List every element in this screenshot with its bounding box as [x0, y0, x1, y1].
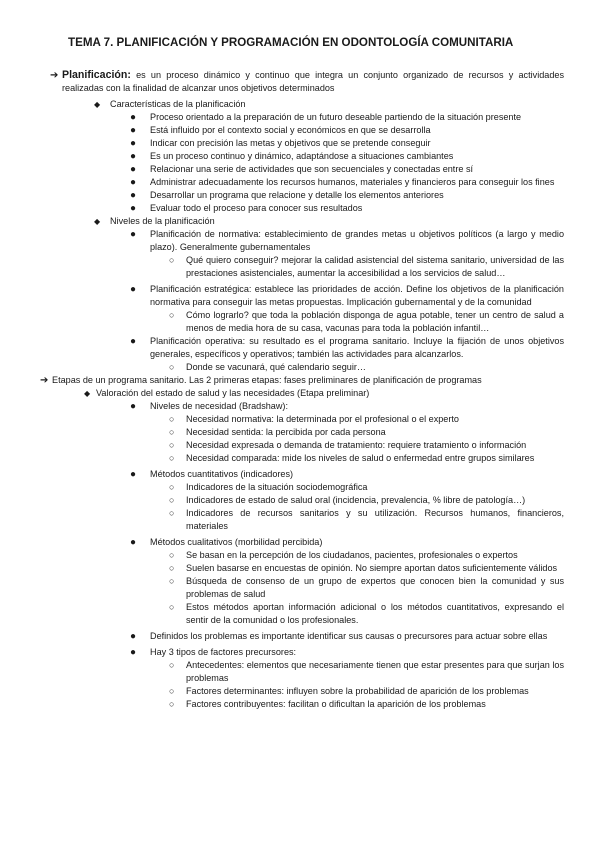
- circle-bullet-icon: ○: [169, 699, 175, 709]
- list-item: ● Definidos los problemas es importante identificar sus causas o precursores para actuar sobre ellas: [130, 631, 548, 642]
- outline: [40, 69, 564, 711]
- bullet-icon: ●: [130, 164, 137, 175]
- list-item: ○ Se basan en la percepción de los ciudadanos, pacientes, profesionales o expertos: [169, 550, 518, 560]
- circle-bullet-icon: ○: [169, 576, 175, 586]
- bullet-icon: ●: [130, 469, 137, 480]
- document-title: TEMA 7. PLANIFICACIÓN Y PROGRAMACIÓN EN ODONTOLOGÍA COMUNITARIA: [68, 36, 514, 49]
- list-item: ○ Necesidad sentida: la percibida por cada persona: [169, 427, 386, 437]
- list-item: ● Evaluar todo el proceso para conocer sus resultados: [130, 203, 363, 214]
- circle-bullet-icon: ○: [169, 362, 175, 372]
- circle-bullet-icon: ○: [169, 414, 175, 424]
- list-item: ● Métodos cuantitativos (indicadores): [130, 469, 294, 480]
- list-item: ○ Antecedentes: elementos que necesariamente tienen que estar presentes para que surjan los problemas: [169, 660, 564, 683]
- circle-bullet-icon: ○: [169, 686, 175, 696]
- diamond-bullet-icon: ◆: [84, 389, 91, 398]
- list-item: ● Planificación de normativa: establecimiento de grandes metas u objetivos políticos (a largo y medio plazo). Generalmente gubernamentales: [130, 229, 564, 252]
- list-item: ○ Indicadores de recursos sanitarios y su utilización. Recursos humanos, financieros, materiales: [169, 508, 564, 531]
- valoracion-heading: ◆ Valoración del estado de salud y las necesidades (Etapa preliminar): [84, 388, 370, 398]
- circle-bullet-icon: ○: [169, 427, 175, 437]
- list-item: ○ Búsqueda de consenso de un grupo de expertos que conocen bien la comunidad y sus problemas de salud: [169, 576, 564, 599]
- bullet-icon: ●: [130, 203, 137, 214]
- list-item: ● Relacionar una serie de actividades que son secuenciales y conectadas entre sí: [130, 164, 474, 175]
- list-item: ○ Indicadores de la situación sociodemográfica: [169, 482, 368, 492]
- planificacion-term: Planificación:: [62, 69, 131, 81]
- list-item: ● Es un proceso continuo y dinámico, adaptándose a situaciones cambiantes: [130, 151, 454, 162]
- list-item: ● Planificación operativa: su resultado es el programa sanitario. Incluye la fijación de unos objetivos generales, específicos y operativos; también las actividades para alcanzarlos.: [130, 336, 564, 359]
- list-item: ● Proceso orientado a la preparación de un futuro deseable partiendo de la situación presente: [130, 112, 522, 123]
- list-item: ○ Necesidad comparada: mide los niveles de salud o enfermedad entre grupos similares: [169, 453, 535, 463]
- bullet-icon: ●: [130, 190, 137, 201]
- circle-bullet-icon: ○: [169, 508, 175, 518]
- bullet-icon: ●: [130, 125, 137, 136]
- bullet-icon: ●: [130, 284, 137, 295]
- bullet-icon: ●: [130, 229, 137, 240]
- circle-bullet-icon: ○: [169, 482, 175, 492]
- bullet-icon: ●: [130, 537, 137, 548]
- list-item: ○ Necesidad expresada o demanda de tratamiento: requiere tratamiento o información: [169, 440, 527, 450]
- niveles-heading: ◆ Niveles de la planificación: [94, 216, 215, 226]
- circle-bullet-icon: ○: [169, 602, 175, 612]
- bullet-icon: ●: [130, 336, 137, 347]
- list-item: ● Indicar con precisión las metas y objetivos que se pretende conseguir: [130, 138, 431, 149]
- bullet-icon: ●: [130, 647, 137, 658]
- circle-bullet-icon: ○: [169, 660, 175, 670]
- list-item: ● Hay 3 tipos de factores precursores:: [130, 647, 297, 658]
- list-item: ○ Qué quiero conseguir? mejorar la calidad asistencial del sistema sanitario, universidad de las prestaciones asistenciales, aumentar la accesibilidad a los servicios de salud…: [169, 255, 564, 278]
- list-item: ● Desarrollar un programa que relacione y detalle los elementos anteriores: [130, 190, 444, 201]
- list-item: ● Planificación estratégica: establece las prioridades de acción. Define los objetivos de la planificación normativa para conseguir las metas propuestas. Implicación gubernamental y de la comunidad: [130, 284, 564, 307]
- list-item: ○ Factores contribuyentes: facilitan o dificultan la aparición de los problemas: [169, 699, 486, 709]
- circle-bullet-icon: ○: [169, 495, 175, 505]
- planificacion-entry: [40, 69, 564, 95]
- caracteristicas-heading: ◆ Características de la planificación: [94, 99, 246, 109]
- circle-bullet-icon: ○: [169, 310, 175, 320]
- list-item: ○ Necesidad normativa: la determinada por el profesional o el experto: [169, 414, 459, 424]
- circle-bullet-icon: ○: [169, 453, 175, 463]
- list-item: ● Está influido por el contexto social y económicos en que se desarrolla: [130, 125, 431, 136]
- list-item: ● Niveles de necesidad (Bradshaw):: [130, 401, 288, 412]
- list-item: ○ Indicadores de estado de salud oral (incidencia, prevalencia, % libre de patología…): [169, 495, 526, 505]
- bullet-icon: ●: [130, 401, 137, 412]
- list-item: ● Métodos cualitativos (morbilidad percibida): [130, 537, 323, 548]
- diamond-bullet-icon: ◆: [94, 217, 101, 226]
- list-item: ○ Suelen basarse en encuestas de opinión. No siempre aportan datos suficientemente válidos: [169, 563, 558, 573]
- etapas-entry: ➔ Etapas de un programa sanitario. Las 2 primeras etapas: fases preliminares de planificación de programas: [40, 375, 482, 386]
- bullet-icon: ●: [130, 151, 137, 162]
- arrow-icon: ➔: [40, 375, 49, 386]
- list-item: ○ Estos métodos aportan información adicional o los métodos cuantitativos, expresando el sentir de la comunidad o los profesionales.: [169, 602, 564, 625]
- arrow-icon: ➔: [50, 70, 59, 81]
- list-item: ○ Cómo lograrlo? que toda la población disponga de agua potable, tener un centro de salud a menos de media hora de su casa, vacunas para toda la población infantil…: [169, 310, 564, 333]
- bullet-icon: ●: [130, 138, 137, 149]
- list-item: ● Administrar adecuadamente los recursos humanos, materiales y financieros para conseguir los fines: [130, 177, 555, 188]
- circle-bullet-icon: ○: [169, 563, 175, 573]
- list-item: ○ Donde se vacunará, qué calendario seguir…: [169, 362, 366, 372]
- circle-bullet-icon: ○: [169, 255, 175, 265]
- planificacion-definition: es un proceso dinámico y continuo que integra un conjunto organizado de recursos y actividades realizadas con la finalidad de alcanzar unos objetivos determinados: [62, 70, 564, 93]
- circle-bullet-icon: ○: [169, 440, 175, 450]
- bullet-icon: ●: [130, 112, 137, 123]
- list-item: ○ Factores determinantes: influyen sobre la probabilidad de aparición de los problemas: [169, 686, 529, 696]
- bullet-icon: ●: [130, 177, 137, 188]
- diamond-bullet-icon: ◆: [94, 100, 101, 109]
- circle-bullet-icon: ○: [169, 550, 175, 560]
- bullet-icon: ●: [130, 631, 137, 642]
